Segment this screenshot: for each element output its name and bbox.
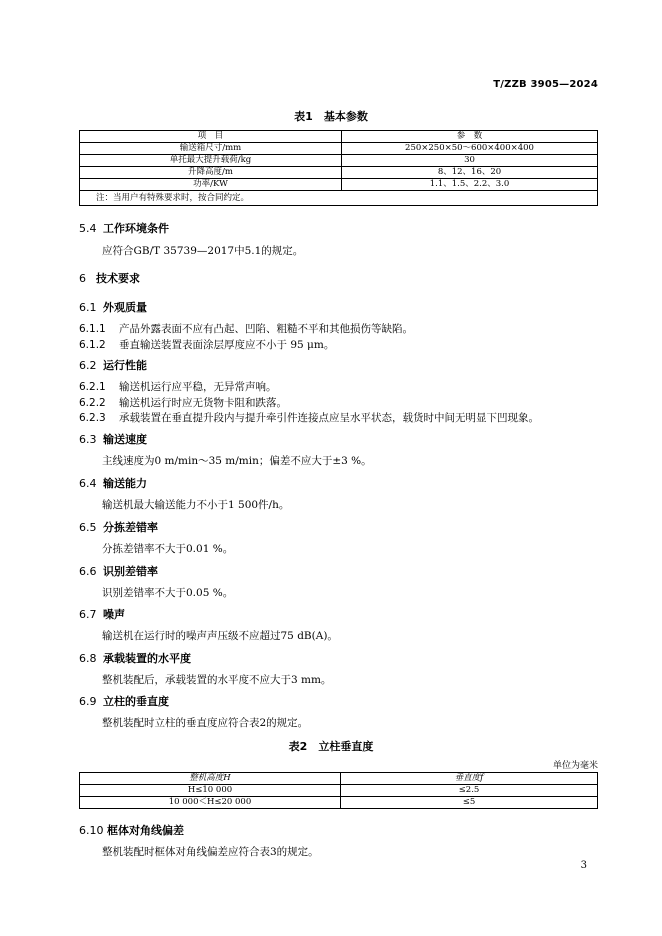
clause-6-1-2: 6.1.2 垂直输送装置表面涂层厚度应不小于 95 μm。 — [79, 339, 335, 351]
clause-6-2-1: 6.2.1 输送机运行应平稳，无异常声响。 — [79, 381, 277, 393]
table-row — [80, 167, 598, 179]
table-cell: 30 — [342, 155, 598, 167]
table-cell: 单托最大提升载荷/kg — [80, 155, 342, 167]
table-header-cell: 整机高度H — [80, 773, 341, 785]
table1-caption: 表1 基本参数 — [294, 110, 368, 123]
section-6-heading: 6 技术要求 — [79, 272, 140, 285]
section-6-8-heading: 6.8 承载装置的水平度 — [79, 652, 191, 665]
standard-code: T/ZZB 3905—2024 — [493, 79, 598, 90]
table-note-row — [80, 191, 598, 206]
section-6-10-text: 整机装配时框体对角线偏差应符合表3的规定。 — [102, 846, 319, 858]
section-6-9-heading: 6.9 立柱的垂直度 — [79, 695, 169, 708]
column-verticality-table — [79, 772, 598, 809]
table-cell: 功率/KW — [80, 179, 342, 191]
basic-parameters-table — [79, 130, 598, 206]
table-cell: 250×250×50～600×400×400 — [342, 143, 598, 155]
section-6-6-heading: 6.6 识别差错率 — [79, 565, 158, 578]
clause-6-1-1: 6.1.1 产品外露表面不应有凸起、凹陷、粗糙不平和其他损伤等缺陷。 — [79, 323, 413, 335]
table-cell: 1.1、1.5、2.2、3.0 — [342, 179, 598, 191]
table-note: 注：当用户有特殊要求时，按合同约定。 — [80, 191, 598, 206]
table-header-cell: 垂直度f — [341, 773, 598, 785]
section-6-3-heading: 6.3 输送速度 — [79, 433, 147, 446]
table-cell: 输送箱尺寸/mm — [80, 143, 342, 155]
clause-6-2-2: 6.2.2 输送机运行时应无货物卡阻和跌落。 — [79, 397, 287, 409]
table-cell: ≤5 — [341, 797, 598, 809]
section-6-8-text: 整机装配后，承载装置的水平度不应大于3 mm。 — [102, 674, 332, 686]
table-row — [80, 179, 598, 191]
table-row — [80, 785, 598, 797]
table-cell: 升降高度/m — [80, 167, 342, 179]
section-6-7-heading: 6.7 噪声 — [79, 608, 125, 621]
table-cell: 8、12、16、20 — [342, 167, 598, 179]
section-6-3-text: 主线速度为0 m/min～35 m/min；偏差不应大于±3 %。 — [102, 455, 372, 467]
section-6-2-heading: 6.2 运行性能 — [79, 359, 147, 372]
clause-6-2-3: 6.2.3 承载装置在垂直提升段内与提升牵引件连接点应呈水平状态，载货时中间无明显下凹现象。 — [79, 412, 539, 424]
section-6-4-text: 输送机最大输送能力不小于1 500件/h。 — [102, 499, 290, 511]
section-6-9-text: 整机装配时立柱的垂直度应符合表2的规定。 — [102, 717, 309, 729]
table2-unit: 单位为毫米 — [552, 761, 598, 771]
table-row — [80, 797, 598, 809]
table-row — [80, 155, 598, 167]
section-6-5-text: 分拣差错率不大于0.01 %。 — [102, 543, 234, 555]
table-cell: H≤10 000 — [80, 785, 341, 797]
table-header-row — [80, 131, 598, 143]
table-row — [80, 143, 598, 155]
table-header-cell: 项 目 — [80, 131, 342, 143]
page-number: 3 — [580, 860, 587, 871]
section-5-4-text: 应符合GB/T 35739—2017中5.1的规定。 — [102, 245, 304, 257]
section-6-5-heading: 6.5 分拣差错率 — [79, 521, 158, 534]
table-row — [80, 773, 598, 785]
section-6-1-heading: 6.1 外观质量 — [79, 301, 147, 314]
section-6-4-heading: 6.4 输送能力 — [79, 477, 147, 490]
table-header-cell: 参 数 — [342, 131, 598, 143]
table-cell: ≤2.5 — [341, 785, 598, 797]
section-6-7-text: 输送机在运行时的噪声声压级不应超过75 dB(A)。 — [102, 630, 338, 642]
table2-caption: 表2 立柱垂直度 — [288, 740, 374, 753]
section-6-6-text: 识别差错率不大于0.05 %。 — [102, 587, 234, 599]
section-5-4-heading: 5.4 工作环境条件 — [79, 222, 169, 235]
table-cell: 10 000＜H≤20 000 — [80, 797, 341, 809]
section-6-10-heading: 6.10 框体对角线偏差 — [79, 824, 184, 837]
